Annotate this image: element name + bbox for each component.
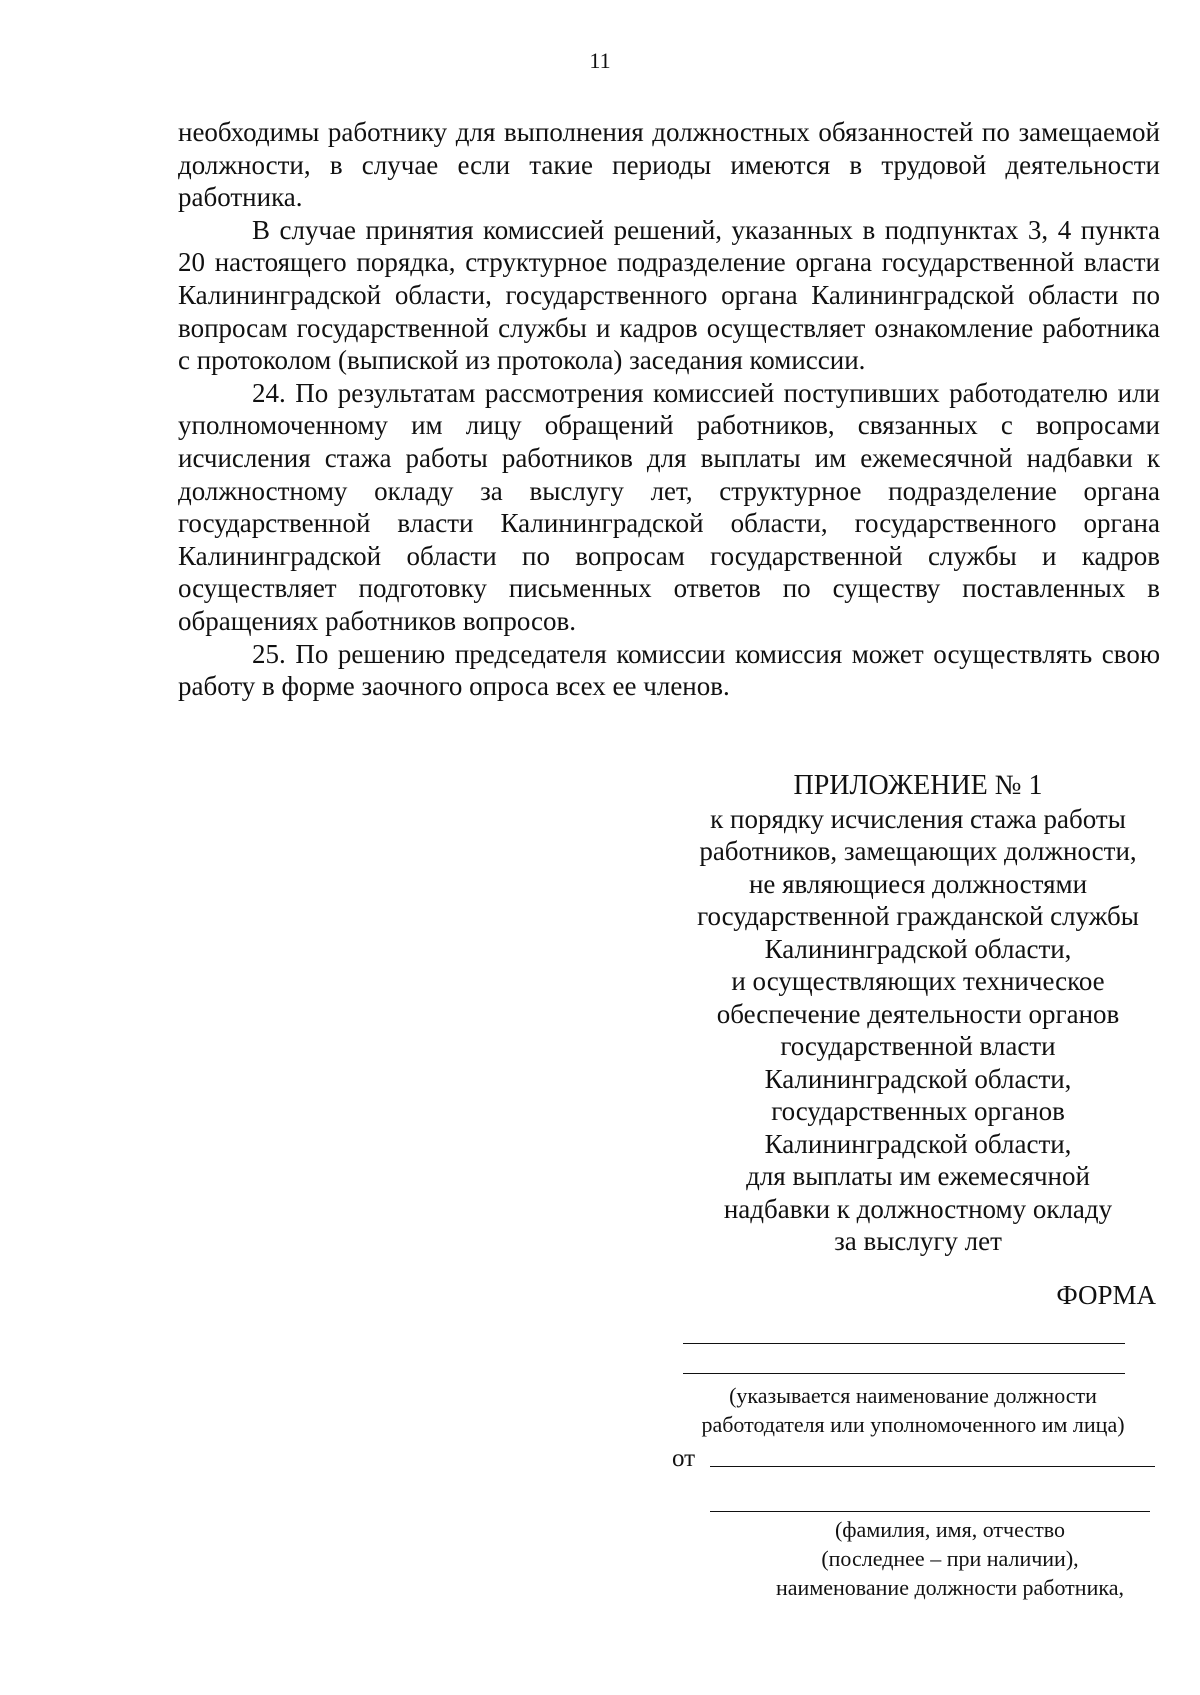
appendix-line: за выслугу лет bbox=[834, 1226, 1002, 1256]
appendix-block bbox=[668, 770, 1168, 1258]
form-label: ФОРМА bbox=[1056, 1280, 1156, 1310]
paragraph-commission-decisions: В случае принятия комиссией решений, указанных в подпунктах 3, 4 пункта 20 настоящего порядка, структурное подразделение органа государственной власти Калининградской области, государственного органа Калининградской области по вопросам государственной службы и кадров осуществляет ознакомление работника с протоколом (выпиской из протокола) заседания комиссии. bbox=[178, 214, 1160, 376]
appendix-line: для выплаты им ежемесячной bbox=[746, 1161, 1090, 1191]
employer-blank-line-1 bbox=[683, 1343, 1125, 1344]
page-number: 11 bbox=[589, 48, 611, 73]
paragraph-continuation: необходимы работнику для выполнения должностных обязанностей по замещаемой должности, в случае если такие периоды имеются в трудовой деятельности работника. bbox=[178, 117, 1160, 213]
appendix-line: государственной власти bbox=[780, 1031, 1056, 1061]
employee-blank-line-1 bbox=[710, 1466, 1155, 1467]
employer-caption-line: работодателя или уполномоченного им лица) bbox=[701, 1412, 1125, 1437]
paragraph-25: 25. По решению председателя комиссии комиссия может осуществлять свою работу в форме заочного опроса всех ее членов. bbox=[178, 638, 1160, 702]
appendix-line: не являющиеся должностями bbox=[748, 868, 1088, 899]
appendix-line: обеспечение деятельности органов bbox=[716, 998, 1120, 1029]
appendix-title: ПРИЛОЖЕНИЕ № 1 bbox=[793, 770, 1043, 801]
appendix-line: государственных органов bbox=[771, 1096, 1065, 1126]
from-label: от bbox=[672, 1445, 696, 1472]
employee-caption-line: наименование должности работника, bbox=[776, 1575, 1124, 1600]
paragraph-24: 24. По результатам рассмотрения комиссией поступивших работодателю или уполномоченному им лицу обращений работников, связанных с вопросами исчисления стажа работы работников для выплаты им ежемесячной надбавки к должностному окладу за выслугу лет, структурное подразделение органа государственной власти Калининградской области, государственного органа Калининградской области по вопросам государственной службы и кадров осуществляет подготовку письменных ответов по существу поставленных в обращениях работников вопросов. bbox=[178, 377, 1160, 636]
employee-caption-line: (фамилия, имя, отчество bbox=[834, 1517, 1066, 1542]
employee-blank-line-2 bbox=[710, 1511, 1150, 1512]
appendix-line: работников, замещающих должности, bbox=[699, 836, 1137, 866]
employer-caption bbox=[668, 1381, 1158, 1439]
employee-caption-line: (последнее – при наличии), bbox=[821, 1546, 1079, 1571]
appendix-line: государственной гражданской службы bbox=[697, 901, 1139, 931]
employee-caption bbox=[730, 1515, 1170, 1602]
appendix-lines bbox=[668, 803, 1168, 1258]
appendix-line: и осуществляющих техническое bbox=[731, 966, 1105, 996]
appendix-line: надбавки к должностному окладу bbox=[723, 1193, 1113, 1224]
appendix-line: Калининградской области, bbox=[764, 1128, 1072, 1159]
body-text bbox=[178, 116, 1160, 703]
appendix-line: к порядку исчисления стажа работы bbox=[710, 803, 1126, 834]
employer-blank-line-2 bbox=[683, 1373, 1125, 1374]
appendix-line: Калининградской области, bbox=[764, 933, 1072, 964]
employer-caption-line: (указывается наименование должности bbox=[729, 1383, 1097, 1408]
appendix-line: Калининградской области, bbox=[764, 1063, 1072, 1094]
